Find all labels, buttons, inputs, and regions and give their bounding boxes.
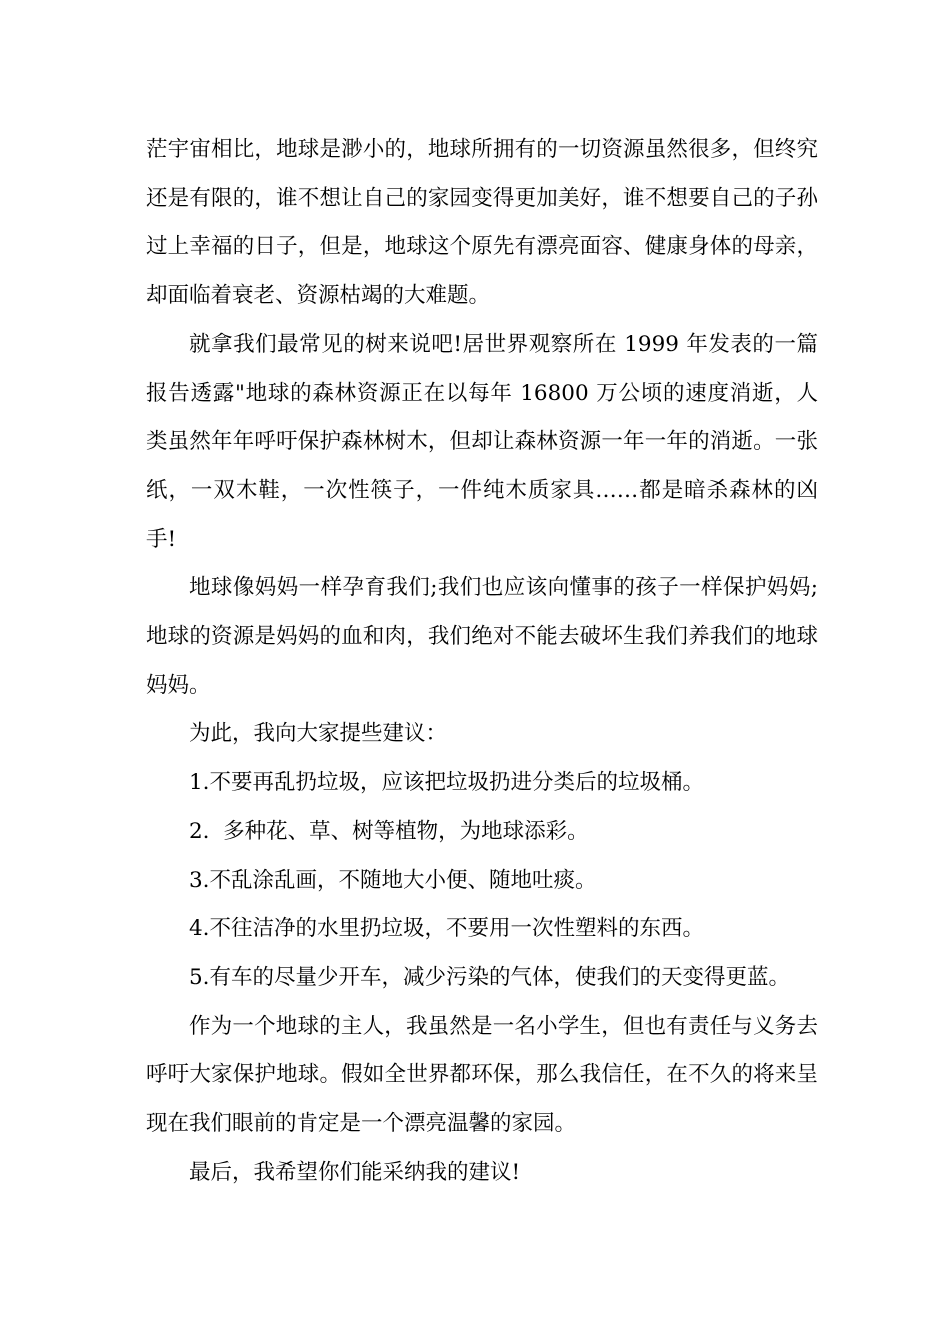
suggestion-item-4: 4.不往洁净的水里扔垃圾，不要用一次性塑料的东西。 [189,916,705,942]
suggestion-item-5: 5.有车的尽量少开车，减少污染的气体，使我们的天变得更蓝。 [189,964,791,990]
paragraph-closing-responsibility: 作为一个地球的主人，我虽然是一名小学生，但也有责任与义务去呼吁大家保护地球。假如全世界都环保，那么我信任，在不久的将来呈现在我们眼前的肯定是一个漂亮温馨的家园。 [146,1013,818,1137]
suggestion-item-3: 3.不乱涂乱画，不随地大小便、随地吐痰。 [189,867,597,893]
paragraph-earth-resources: 茫宇宙相比，地球是渺小的，地球所拥有的一切资源虽然很多，但终究还是有限的，谁不想让自己的家园变得更加美好，谁不想要自己的子孙过上幸福的日子，但是，地球这个原先有漂亮面容、健康身体的母亲，却面临着衰老、资源枯竭的大难题。 [146,137,818,309]
paragraph-forest-loss: 就拿我们最常见的树来说吧!居世界观察所在 1999 年发表的一篇报告透露"地球的森林资源正在以每年 16800 万公顷的速度消逝，人类虽然年年呼吁保护森林树木，但却让森林资源一年一年的消逝。一张纸，一双木鞋，一次性筷子，一件纯木质家具……都是暗杀森林的凶手! [146,331,818,552]
suggestion-item-2: 2. 多种花、草、树等植物，为地球添彩。 [189,818,589,844]
paragraph-closing-hope: 最后，我希望你们能采纳我的建议! [189,1159,521,1185]
paragraph-suggestions-intro: 为此，我向大家提些建议： [189,721,448,747]
suggestion-item-1: 1.不要再乱扔垃圾，应该把垃圾扔进分类后的垃圾桶。 [189,770,705,796]
document-page [146,126,818,1197]
paragraph-mother-earth: 地球像妈妈一样孕育我们;我们也应该向懂事的孩子一样保护妈妈;地球的资源是妈妈的血和肉，我们绝对不能去破坏生我们养我们的地球妈妈。 [146,575,818,698]
